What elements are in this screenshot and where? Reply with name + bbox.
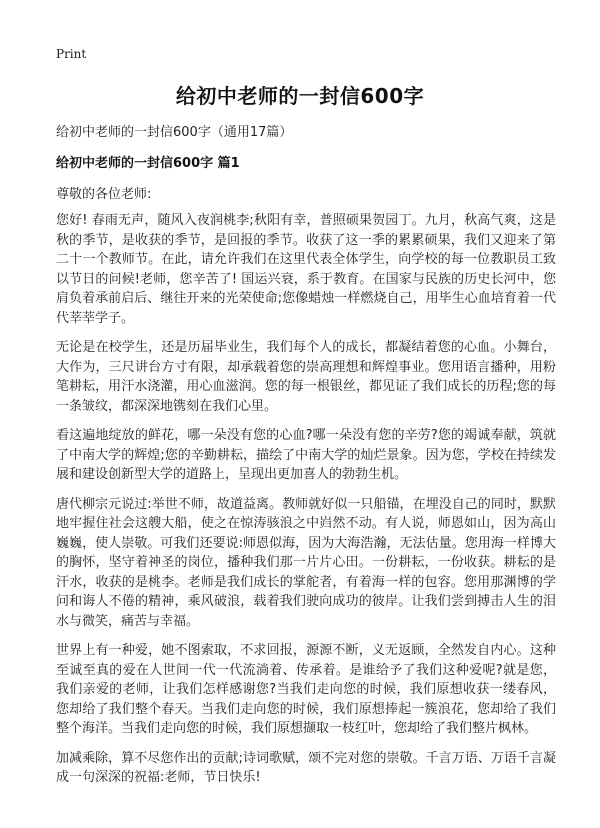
paragraph: 世界上有一种爱，她不图索取，不求回报，源源不断，义无返顾，全然发自内心。这种至诚至真的爱在人世间一代一代流淌着、传承着。是谁给予了我们这种爱呢?就是您，我们亲爱的老师，让我们怎样感谢您?当我们走向您的时候，我们原想收获一缕春风，您却给了我们整个春天。当我们走向您的时候，我们原想捧起一簇浪花，您却给了我们整个海洋。当我们走向您的时候，我们原想撷取一枝红叶，您却给了我们整片枫林。 bbox=[56, 643, 556, 736]
section-heading: 给初中老师的一封信600字 篇1 bbox=[56, 156, 240, 171]
salutation: 尊敬的各位老师: bbox=[56, 187, 152, 202]
paragraph: 您好! 春雨无声，随风入夜润桃李;秋阳有幸，普照硕果贺园丁。九月，秋高气爽，这是秋的季节，是收获的季节，是回报的季节。收获了这一季的累累硕果，我们又迎来了第二十一个教师节。在此，请允许我们在这里代表全体学生，向学校的每一位教职员工致以节日的问候!老师，您辛苦了! 国运兴衰，系于教育。在国家与民族的历史长河中，您肩负着承前启后、继往开来的光荣使命;您像蜡烛一样燃烧自己，用毕生心血培育着一代代莘莘学子。 bbox=[56, 213, 556, 326]
document-subtitle: 给初中老师的一封信600字（通用17篇） bbox=[56, 125, 293, 140]
paragraph: 无论是在校学生，还是历届毕业生，我们每个人的成长，都凝结着您的心血。小舞台，大作为，三尺讲台方寸有限，却承载着您的崇高理想和辉煌事业。您用语言播种，用粉笔耕耘，用汗水浇灌，用心血滋润。您的每一根银丝，都见证了我们成长的历程;您的每一条皱纹，都深深地镌刻在我们心里。 bbox=[56, 340, 556, 414]
print-link[interactable]: Print bbox=[56, 47, 87, 61]
paragraph: 看这遍地绽放的鲜花，哪一朵没有您的心血?哪一朵没有您的辛劳?您的竭诚奉献，筑就了中南大学的辉煌;您的辛勤耕耘，描绘了中南大学的灿烂景象。因为您，学校在持续发展和建设创新型大学的道路上，呈现出更加喜人的勃勃生机。 bbox=[56, 428, 556, 482]
document-title: 给初中老师的一封信600字 bbox=[175, 84, 425, 108]
paragraph: 加减乘除，算不尽您作出的贡献;诗词歌赋，颂不完对您的崇敬。千言万语、万语千言凝成一句深深的祝福:老师，节日快乐! bbox=[56, 750, 556, 785]
paragraph: 唐代柳宗元说过:举世不师，故道益离。教师就好似一只船锚，在埋没自己的同时，默默地牢握住社会这艘大船，使之在惊涛骇浪之中岿然不动。有人说，师恩如山，因为高山巍巍，使人崇敬。可我们还要说:师恩似海，因为大海浩瀚，无法估量。您用海一样博大的胸怀，坚守着神圣的岗位，播种我们那一片片心田。一份耕耘，一份收获。耕耘的是汗水，收获的是桃李。老师是我们成长的掌舵者，有着海一样的包容。您用那渊博的学问和诲人不倦的精神，乘风破浪，载着我们驶向成功的彼岸。让我们尝到搏击人生的泪水与微笑，痛苦与幸福。 bbox=[56, 496, 556, 629]
letter-body bbox=[56, 211, 556, 798]
